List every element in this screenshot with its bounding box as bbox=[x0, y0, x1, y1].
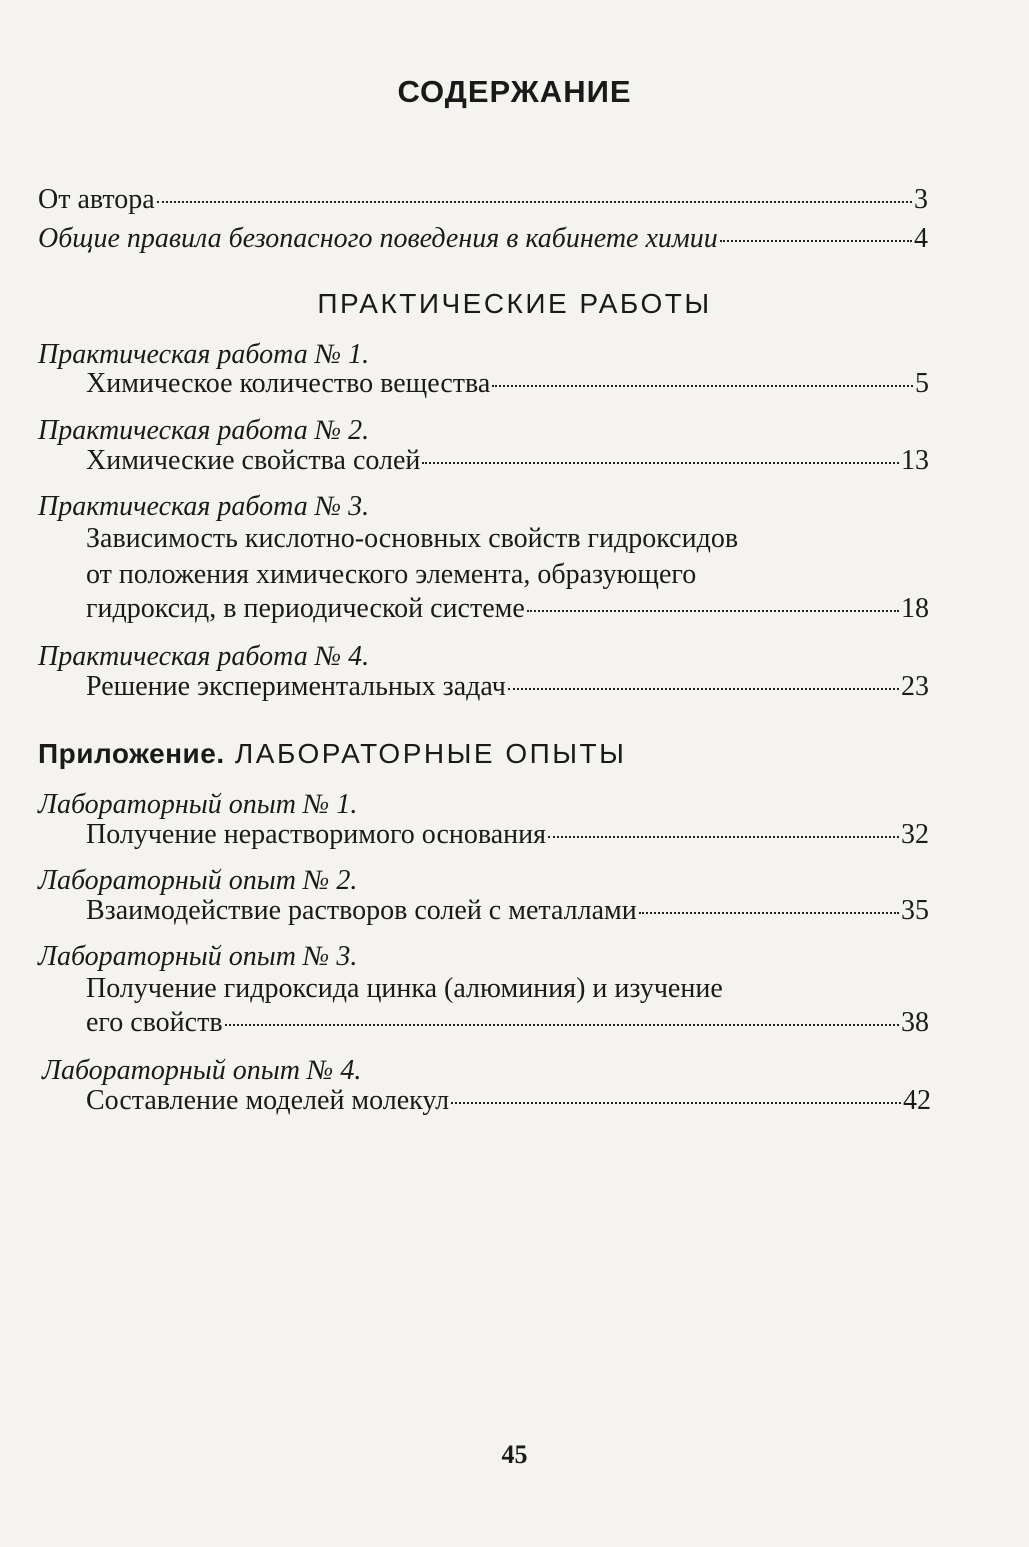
appendix-title: ЛАБОРАТОРНЫЕ ОПЫТЫ bbox=[234, 738, 627, 769]
practical-work-4-label: Практическая работа № 4. bbox=[38, 641, 370, 672]
toc-page-number: 3 bbox=[914, 184, 928, 215]
toc-entry-text: Решение экспериментальных задач bbox=[86, 671, 506, 702]
toc-page-number: 42 bbox=[903, 1085, 931, 1116]
toc-entry-text: Взаимодействие растворов солей с металлами bbox=[86, 895, 637, 926]
toc-entry-practical-1[interactable] bbox=[86, 367, 929, 401]
toc-page-number: 18 bbox=[901, 593, 929, 624]
section-heading-appendix bbox=[38, 738, 938, 770]
dot-leader bbox=[225, 1024, 899, 1026]
practical-work-2-label: Практическая работа № 2. bbox=[38, 415, 370, 446]
section-heading-practical: ПРАКТИЧЕСКИЕ РАБОТЫ bbox=[317, 288, 712, 319]
toc-page-number: 13 bbox=[901, 445, 929, 476]
toc-entry-text: гидроксид, в периодической системе bbox=[86, 593, 525, 624]
toc-entry-text: Общие правила безопасного поведения в кабинете химии bbox=[38, 223, 718, 254]
toc-entry-lab-4[interactable] bbox=[86, 1084, 931, 1118]
toc-entry-text: Химическое количество вещества bbox=[86, 368, 491, 399]
toc-entry-text-line: Получение гидроксида цинка (алюминия) и изучение bbox=[86, 973, 723, 1004]
toc-entry-practical-3[interactable] bbox=[86, 592, 929, 626]
dot-leader bbox=[508, 688, 899, 690]
dot-leader bbox=[157, 201, 912, 203]
toc-entry-lab-1[interactable] bbox=[86, 818, 929, 852]
toc-entry-practical-4[interactable] bbox=[86, 670, 929, 704]
toc-page-number: 23 bbox=[901, 671, 929, 702]
dot-leader bbox=[422, 462, 899, 464]
toc-page-number: 4 bbox=[914, 223, 928, 254]
toc-page-number: 38 bbox=[901, 1007, 929, 1038]
lab-experiment-2-label: Лабораторный опыт № 2. bbox=[38, 865, 358, 896]
dot-leader bbox=[451, 1102, 901, 1104]
page-number: 45 bbox=[501, 1440, 528, 1469]
toc-page-number: 35 bbox=[901, 895, 929, 926]
toc-entry-practical-2[interactable] bbox=[86, 444, 929, 478]
toc-entry-lab-3[interactable] bbox=[86, 1006, 929, 1040]
toc-entry-text: Химические свойства солей bbox=[86, 445, 421, 476]
toc-page-number: 5 bbox=[915, 368, 929, 399]
toc-entry-text-line: Зависимость кислотно-основных свойств гидроксидов bbox=[86, 523, 739, 554]
toc-entry-author[interactable] bbox=[38, 183, 928, 217]
toc-page-number: 32 bbox=[901, 819, 929, 850]
toc-entry-text: От автора bbox=[38, 184, 155, 215]
toc-entry-text: его свойств bbox=[86, 1007, 223, 1038]
dot-leader bbox=[548, 836, 899, 838]
toc-entry-safety-rules[interactable] bbox=[38, 222, 928, 256]
practical-work-3-label: Практическая работа № 3. bbox=[38, 491, 370, 522]
lab-experiment-4-label: Лабораторный опыт № 4. bbox=[42, 1055, 362, 1086]
page-title: СОДЕРЖАНИЕ bbox=[397, 74, 632, 109]
practical-work-1-label: Практическая работа № 1. bbox=[38, 339, 370, 370]
lab-experiment-3-label: Лабораторный опыт № 3. bbox=[38, 941, 358, 972]
toc-entry-text: Составление моделей молекул bbox=[86, 1085, 450, 1116]
dot-leader bbox=[639, 912, 899, 914]
dot-leader bbox=[492, 385, 913, 387]
dot-leader bbox=[720, 240, 912, 242]
dot-leader bbox=[527, 610, 899, 612]
lab-experiment-1-label: Лабораторный опыт № 1. bbox=[38, 789, 358, 820]
toc-entry-text: Получение нерастворимого основания bbox=[86, 819, 546, 850]
appendix-label: Приложение. bbox=[38, 738, 225, 769]
toc-entry-text-line: от положения химического элемента, образующего bbox=[86, 559, 697, 590]
toc-entry-lab-2[interactable] bbox=[86, 894, 929, 928]
